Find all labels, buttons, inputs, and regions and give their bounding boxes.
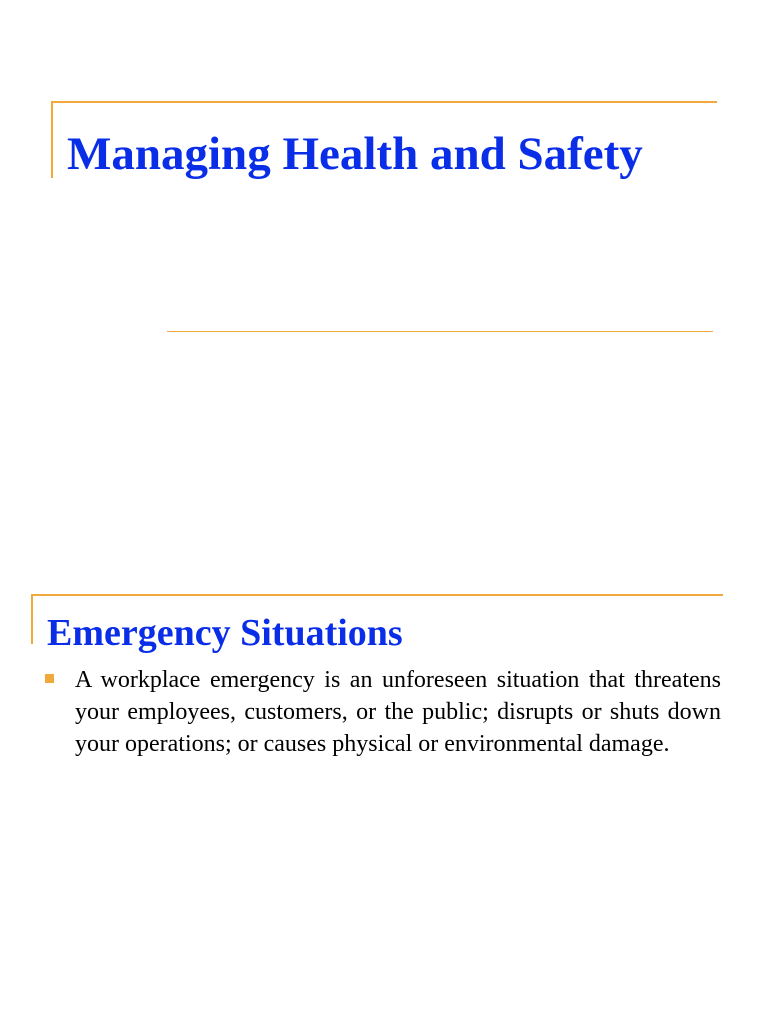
- slide1-title: Managing Health and Safety: [67, 128, 643, 180]
- slide1-left-rule: [51, 101, 53, 178]
- slide2-left-rule: [31, 594, 33, 644]
- bullet-text: A workplace emergency is an unforeseen situation that threatens your employees, customers, or the public; disrupts or shuts down your operations; or causes physical or environmental damage.: [75, 667, 721, 757]
- bullet-square-icon: [45, 674, 54, 683]
- slide2-top-rule: [32, 594, 723, 596]
- bullet-item: [45, 664, 721, 760]
- slide1-bottom-rule: [167, 331, 713, 332]
- slide2-title: Emergency Situations: [47, 612, 403, 654]
- slide1-top-rule: [52, 101, 717, 103]
